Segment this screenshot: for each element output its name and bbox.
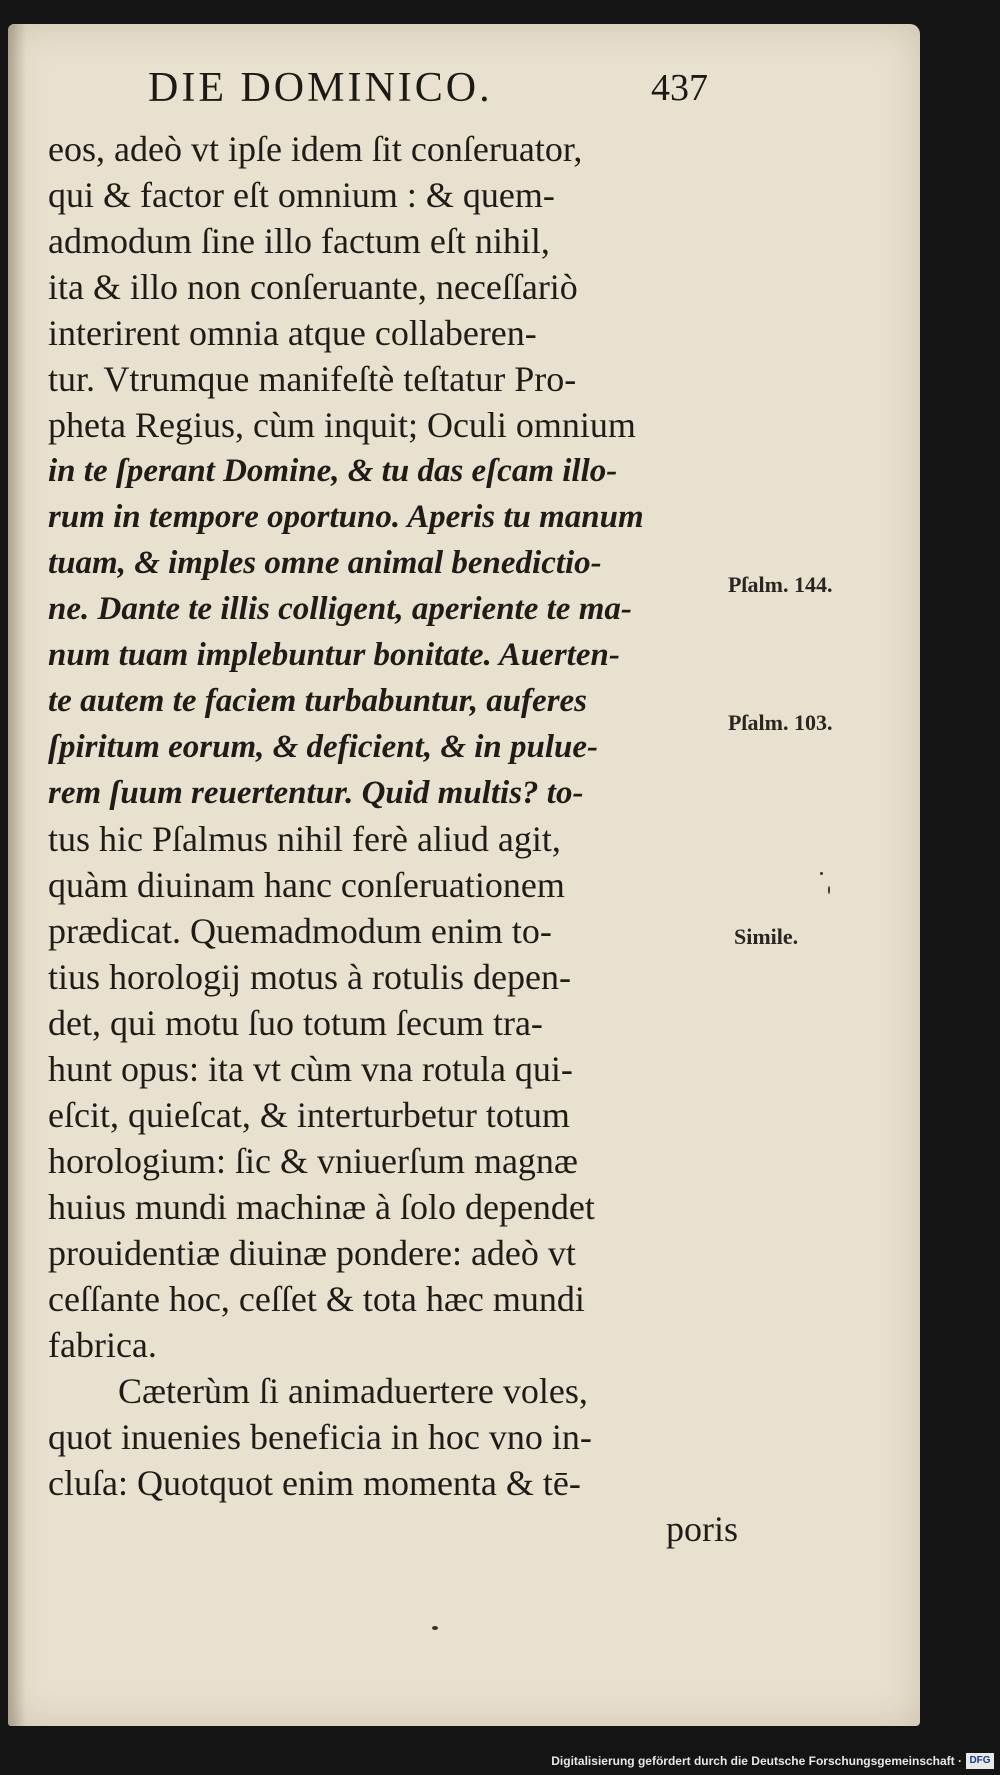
text-line: cluſa: Quotquot enim momenta & tē- — [48, 1463, 581, 1503]
text-line: ita & illo non conſeruante, neceſſariò — [48, 267, 578, 307]
paper-speck — [820, 872, 823, 875]
paper-speck — [828, 886, 830, 894]
text-line: det, qui motu ſuo totum ſecum tra- — [48, 1003, 543, 1043]
text-line: tus hic Pſalmus nihil ferè aliud agit, — [48, 819, 561, 859]
text-line: interirent omnia atque collaberen- — [48, 313, 537, 353]
text-line: ſpiritum eorum, & deficient, & in pulue- — [48, 729, 599, 765]
text-line: te autem te faciem turbabuntur, auferes — [48, 683, 588, 719]
digitization-credit-bar — [0, 1750, 1000, 1775]
text-line: ne. Dante te illis colligent, aperiente te ma- — [48, 591, 632, 627]
paper-speck — [432, 1626, 438, 1630]
text-line: tur. Vtrumque manifeſtè teſtatur Pro- — [48, 359, 577, 399]
text-line: ceſſante hoc, ceſſet & tota hæc mundi — [48, 1279, 585, 1319]
text-line: prædicat. Quemadmodum enim to- — [48, 911, 552, 951]
text-line: prouidentiæ diuinæ pondere: adeò vt — [48, 1233, 576, 1273]
text-line: quot inuenies beneficia in hoc vno in- — [48, 1417, 592, 1457]
text-line: in te ſperant Domine, & tu das eſcam illo- — [48, 453, 618, 489]
text-line: horologium: ſic & vniuerſum magnæ — [48, 1141, 578, 1181]
margin-note-psalm-103: Pſalm. 103. — [728, 710, 833, 735]
gutter-shadow — [8, 24, 26, 1726]
text-line: qui & factor eſt omnium : & quem- — [48, 175, 555, 215]
text-line: fabrica. — [48, 1325, 157, 1365]
text-line: hunt opus: ita vt cùm vna rotula qui- — [48, 1049, 573, 1089]
margin-note-simile: Simile. — [734, 924, 799, 949]
catchword: poris — [666, 1509, 738, 1549]
dfg-logo: DFG — [966, 1753, 994, 1769]
text-line: quàm diuinam hanc conſeruationem — [48, 865, 565, 905]
text-line: eos, adeò vt ipſe idem ſit conſeruator, — [48, 129, 583, 169]
text-line: num tuam implebuntur bonitate. Auerten- — [48, 637, 620, 673]
text-line: tuam, & imples omne animal benedictio- — [48, 545, 602, 581]
margin-note-psalm-144: Pſalm. 144. — [728, 572, 833, 597]
text-line: Cæterùm ſi animaduertere voles, — [118, 1371, 588, 1411]
text-line: rem ſuum reuertentur. Quid multis? to- — [48, 775, 584, 811]
page-header — [148, 64, 708, 124]
text-line: admodum ſine illo factum eſt nihil, — [48, 221, 550, 261]
text-line: huius mundi machinæ à ſolo dependet — [48, 1187, 595, 1227]
text-line: rum in tempore oportuno. Aperis tu manum — [48, 499, 644, 535]
credit-text: Digitalisierung gefördert durch die Deutsche Forschungsgemeinschaft · — [551, 1754, 962, 1768]
page-number: 437 — [651, 67, 708, 109]
book-page — [8, 24, 920, 1726]
text-line: eſcit, quieſcat, & interturbetur totum — [48, 1095, 570, 1135]
body-text — [48, 126, 738, 1552]
text-line: pheta Regius, cùm inquit; Oculi omnium — [48, 405, 636, 445]
text-line: tius horologij motus à rotulis depen- — [48, 957, 571, 997]
running-head: DIE DOMINICO. — [148, 65, 493, 111]
